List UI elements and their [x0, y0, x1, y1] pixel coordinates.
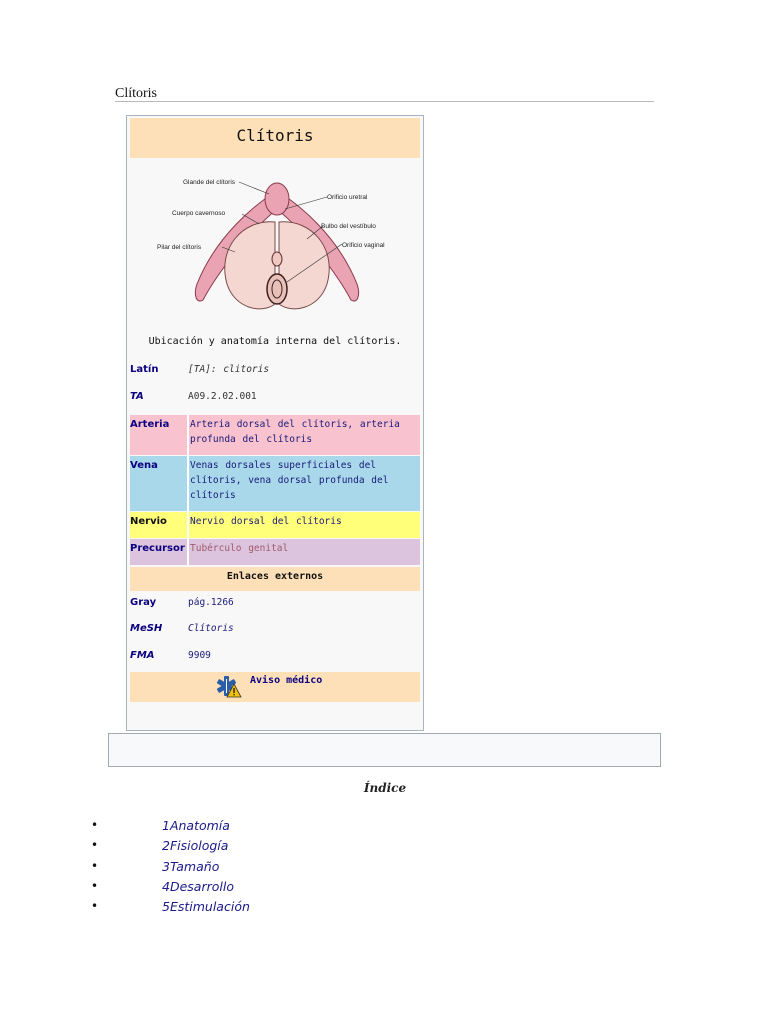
- bullet: •: [91, 899, 99, 914]
- toc-link-anatomia[interactable]: 1Anatomía: [162, 818, 230, 833]
- row-mesh: [130, 619, 420, 645]
- toc-item: [0, 818, 768, 838]
- row-value[interactable]: Tubérculo genital: [190, 543, 289, 554]
- row-label[interactable]: Latín: [130, 364, 159, 375]
- label-orificio-uretral: Orificio uretral: [327, 194, 368, 201]
- row-arteria: [130, 415, 420, 455]
- row-nervio: [130, 512, 420, 538]
- row-label[interactable]: TA: [130, 391, 144, 402]
- row-label[interactable]: MeSH: [130, 623, 163, 634]
- urethral-opening: [272, 252, 282, 266]
- medical-notice-link[interactable]: Aviso médico: [250, 675, 323, 686]
- toc-link-desarrollo[interactable]: 4Desarrollo: [162, 878, 234, 894]
- row-gray: [130, 593, 420, 619]
- row-value[interactable]: Arteria dorsal del clítoris, arteria profunda del clítoris: [190, 419, 400, 445]
- label-orificio-vaginal: Orificio vaginal: [342, 242, 385, 249]
- infobox-header: Clítoris: [130, 118, 420, 158]
- label-cuerpo: Cuerpo cavernoso: [172, 210, 226, 217]
- row-label[interactable]: Nervio: [130, 516, 167, 527]
- row-value[interactable]: 9909: [188, 650, 211, 661]
- row-value: A09.2.02.001: [188, 391, 257, 402]
- toc-link-tamano[interactable]: 3Tamaño: [162, 858, 220, 874]
- row-fma: [130, 646, 420, 672]
- label-bulbo: Bulbo del vestíbulo: [321, 223, 376, 230]
- star-of-life-warning-icon[interactable]: [214, 674, 242, 698]
- toc-link-fisiologia[interactable]: 2Fisiología: [162, 838, 229, 854]
- row-precursor: [130, 539, 420, 565]
- row-label[interactable]: Gray: [130, 597, 157, 608]
- table-of-contents: [0, 818, 768, 919]
- row-vena: [130, 456, 420, 511]
- toc-item: [0, 838, 768, 858]
- row-label[interactable]: FMA: [130, 650, 155, 661]
- row-value[interactable]: Venas dorsales superficiales del clítoris, vena dorsal profunda del clítoris: [190, 460, 389, 501]
- label-glande: Glande del clítoris: [183, 179, 236, 186]
- bullet: •: [91, 878, 99, 893]
- infobox: [126, 115, 424, 731]
- empty-panel: [108, 733, 661, 767]
- toc-item: [0, 879, 768, 899]
- toc-title: Índice: [363, 781, 407, 795]
- row-value[interactable]: Clítoris: [188, 623, 234, 634]
- page-title: Clítoris: [115, 86, 158, 101]
- clitoris-anatomy-illustration: [147, 164, 407, 329]
- row-label[interactable]: Arteria: [130, 419, 170, 430]
- glans: [265, 183, 289, 215]
- image-caption: Ubicación y anatomía interna del clítoris.: [148, 336, 402, 347]
- vaginal-opening: [267, 274, 287, 304]
- toc-link-estimulacion[interactable]: 5Estimulación: [162, 899, 250, 915]
- row-label[interactable]: Vena: [130, 460, 158, 471]
- row-value[interactable]: Nervio dorsal del clítoris: [190, 516, 342, 527]
- row-latin: [130, 360, 420, 386]
- bullet: •: [91, 838, 99, 853]
- row-label[interactable]: Precursor: [130, 543, 185, 554]
- label-pilar: Pilar del clítoris: [157, 244, 202, 251]
- bullet: •: [91, 818, 99, 832]
- toc-item: [0, 859, 768, 879]
- title-divider: [115, 101, 654, 102]
- bullet: •: [91, 858, 99, 873]
- medical-notice: [130, 672, 420, 702]
- row-value[interactable]: [TA]: clitoris: [188, 364, 270, 375]
- row-value[interactable]: pág.1266: [188, 597, 234, 608]
- toc-item: [0, 899, 768, 919]
- external-links-header: Enlaces externos: [130, 567, 420, 591]
- row-ta: [130, 387, 420, 413]
